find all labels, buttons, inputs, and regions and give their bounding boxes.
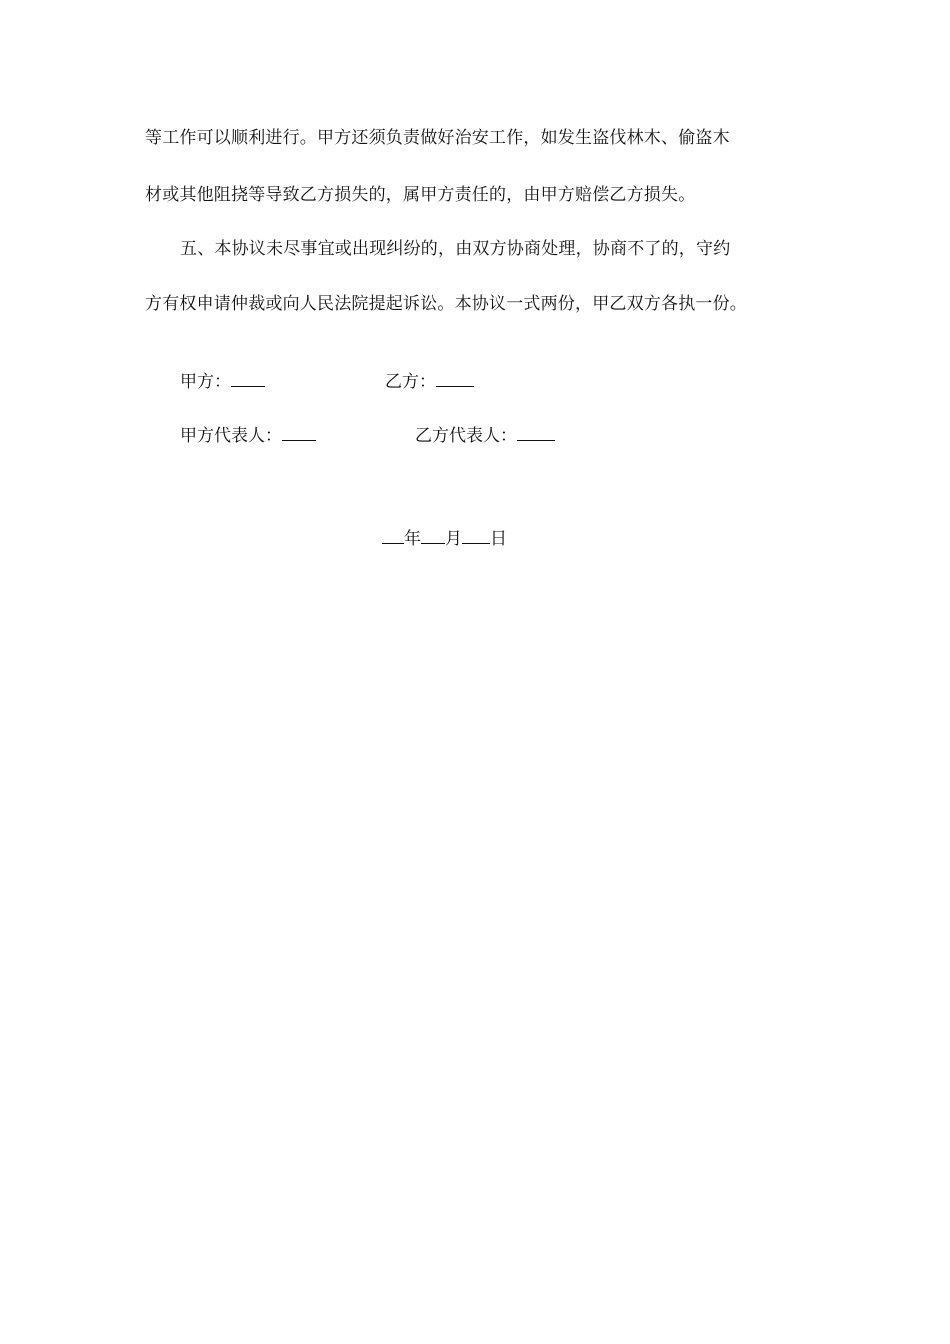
month-blank (421, 526, 445, 544)
party-b-label: 乙方： (385, 372, 436, 392)
party-b-representative-signature (415, 423, 555, 448)
paragraph-4-line-1: 等工作可以顺利进行。甲方还须负责做好治安工作，如发生盗伐林木、偷盗木 (145, 128, 730, 148)
party-a-blank (231, 369, 265, 387)
year-label: 年 (404, 529, 421, 549)
paragraph-5-line-2: 方有权申请仲裁或向人民法院提起诉讼。本协议一式两份，甲乙双方各执一份。 (145, 294, 747, 314)
party-a-rep-label: 甲方代表人： (180, 426, 282, 446)
day-blank (462, 526, 490, 544)
party-a-signature (180, 369, 265, 394)
party-a-representative-signature (180, 423, 316, 448)
paragraph-4-line-2: 材或其他阻挠等导致乙方损失的，属甲方责任的，由甲方赔偿乙方损失。 (145, 185, 696, 205)
party-b-rep-blank (517, 423, 555, 441)
party-b-blank (436, 369, 474, 387)
party-b-signature (385, 369, 474, 394)
party-a-label: 甲方： (180, 372, 231, 392)
signing-date (382, 526, 507, 551)
month-label: 月 (445, 529, 462, 549)
party-b-rep-label: 乙方代表人： (415, 426, 517, 446)
party-a-rep-blank (282, 423, 316, 441)
day-label: 日 (490, 529, 507, 549)
paragraph-5-line-1: 五、本协议未尽事宜或出现纠纷的，由双方协商处理，协商不了的，守约 (180, 239, 731, 259)
year-blank (382, 526, 404, 544)
